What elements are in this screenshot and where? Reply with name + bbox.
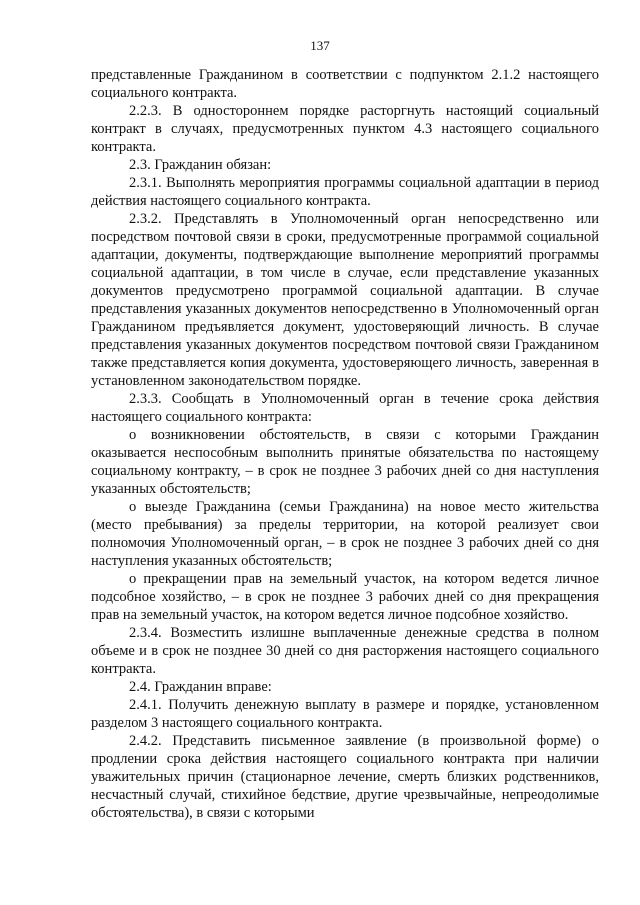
paragraph-relocation: о выезде Гражданина (семьи Гражданина) на новое место жительства (место пребывания) за пределы территории, на которой реализует свои полномочия Уполномоченный орган, – в срок не позднее 3 рабочих дней со дня наступления указанных обстоятельств;	[91, 499, 599, 569]
document-body	[91, 66, 599, 822]
page-number: 137	[310, 38, 330, 53]
paragraph-2-3-1: 2.3.1. Выполнять мероприятия программы социальной адаптации в период действия настоящего социального контракта.	[91, 175, 599, 209]
paragraph-2-4-heading: 2.4. Гражданин вправе:	[129, 679, 272, 695]
paragraph-continuation: представленные Гражданином в соответствии с подпунктом 2.1.2 настоящего социального контракта.	[91, 67, 599, 101]
paragraph-2-3-3: 2.3.3. Сообщать в Уполномоченный орган в течение срока действия настоящего социального контракта:	[91, 391, 599, 425]
paragraph-land-rights: о прекращении прав на земельный участок, на котором ведется личное подсобное хозяйство, – в срок не позднее 3 рабочих дней со дня прекращения прав на земельный участок, на котором ведется личное подсобное хозяйство.	[91, 571, 599, 623]
paragraph-circumstances: о возникновении обстоятельств, в связи с которыми Гражданин оказывается неспособным выполнить принятые обязательства по настоящему социальному контракту, – в срок не позднее 3 рабочих дней со дня наступления указанных обстоятельств;	[91, 427, 599, 497]
paragraph-2-3-heading: 2.3. Гражданин обязан:	[129, 157, 272, 173]
paragraph-2-4-1: 2.4.1. Получить денежную выплату в размере и порядке, установленном разделом 3 настоящего социального контракта.	[91, 697, 599, 731]
paragraph-2-2-3: 2.2.3. В одностороннем порядке расторгнуть настоящий социальный контракт в случаях, предусмотренных пунктом 4.3 настоящего социального контракта.	[91, 103, 599, 155]
paragraph-2-3-4: 2.3.4. Возместить излишне выплаченные денежные средства в полном объеме и в срок не позднее 30 дней со дня расторжения настоящего социального контракта.	[91, 625, 599, 677]
paragraph-2-3-2: 2.3.2. Представлять в Уполномоченный орган непосредственно или посредством почтовой связи в сроки, предусмотренные программой социальной адаптации, документы, подтверждающие выполнение мероприятий программы социальной адаптации, в том числе в случае, если представление указанных документов предусмотрено программой социальной адаптации. В случае представления указанных документов непосредственно в Уполномоченный орган Гражданином предъявляется документ, удостоверяющий личность. В случае представления указанных документов посредством почтовой связи Гражданином также представляется копия документа, удостоверяющего личность, заверенная в установленном законодательством порядке.	[91, 211, 599, 389]
paragraph-2-4-2: 2.4.2. Представить письменное заявление (в произвольной форме) о продлении срока действия настоящего социального контракта при наличии уважительных причин (стационарное лечение, смерть близких родственников, несчастный случай, стихийное бедствие, другие чрезвычайные, непреодолимые обстоятельства), в связи с которыми	[91, 733, 599, 821]
